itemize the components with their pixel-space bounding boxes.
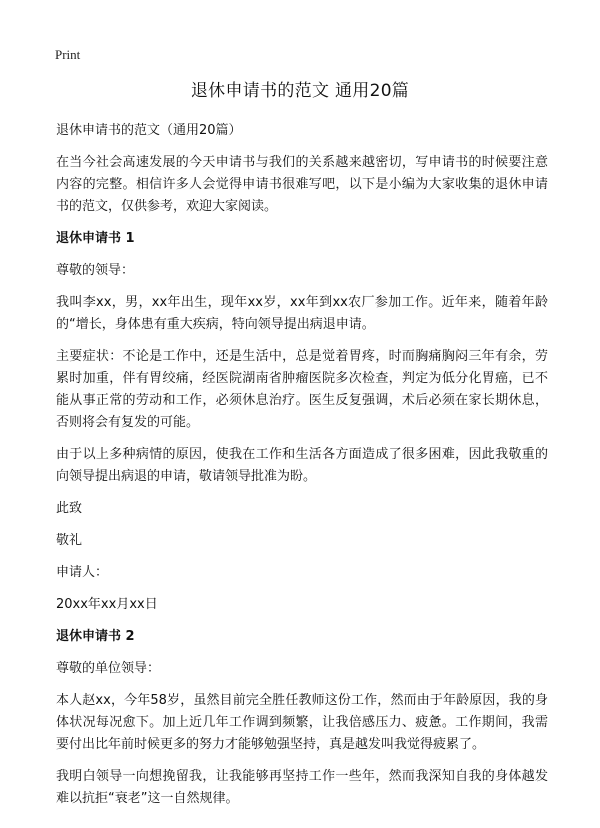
letter-1-paragraph: 我叫李xx，男，xx年出生，现年xx岁，xx年到xx农厂参加工作。近年来，随着年龄的“增长，身体患有重大疾病，特向领导提出病退申请。 <box>56 295 548 332</box>
letter-1-paragraph: 由于以上多种病情的原因，使我在工作和生活各方面造成了很多困难，因此我敬重的向领导提出病退的申请，敬请领导批准为盼。 <box>56 447 548 484</box>
letter-1-salutation: 尊敬的领导： <box>56 263 135 278</box>
print-link[interactable]: Print <box>55 47 81 62</box>
letter-1-closing: 敬礼 <box>56 533 83 548</box>
letter-2-heading: 退休申请书 2 <box>56 629 135 644</box>
letter-1-heading: 退休申请书 1 <box>56 231 135 246</box>
letter-2-paragraph: 本人赵xx，今年58岁，虽然目前完全胜任教师这份工作，然而由于年龄原因，我的身体状况每况愈下。加上近几年工作调到频繁，让我倍感压力、疲惫。工作期间，我需要付出比年前时候更多的努力才能够勉强坚持，真是越发叫我觉得疲累了。 <box>56 693 548 752</box>
letter-1-date: 20xx年xx月xx日 <box>56 597 158 612</box>
document-body <box>56 120 548 820</box>
intro-paragraph: 在当今社会高速发展的今天申请书与我们的关系越来越密切，写申请书的时候要注意内容的完整。相信许多人会觉得申请书很难写吧，以下是小编为大家收集的退休申请书的范文，仅供参考，欢迎大家阅读。 <box>56 155 548 214</box>
letter-1-closing: 此致 <box>56 501 83 516</box>
letter-1-paragraph: 主要症状：不论是工作中，还是生活中，总是觉着胃疼，时而胸痛胸闷三年有余，劳累时加重，伴有胃绞痛，经医院湖南省肿瘤医院多次检查，判定为低分化胃癌，已不能从事正常的劳动和工作，必须休息治疗。医生反复强调，术后必须在家长期休息，否则将会有复发的可能。 <box>56 349 548 430</box>
letter-2-salutation: 尊敬的单位领导： <box>56 661 161 676</box>
letter-1-applicant: 申请人： <box>56 565 109 580</box>
document-subtitle: 退休申请书的范文（通用20篇） <box>56 123 242 138</box>
page-title: 退休申请书的范文 通用20篇 <box>190 81 410 101</box>
letter-2-paragraph: 我明白领导一向想挽留我，让我能够再坚持工作一些年，然而我深知自我的身体越发难以抗拒“衰老”这一自然规律。 <box>56 769 548 806</box>
